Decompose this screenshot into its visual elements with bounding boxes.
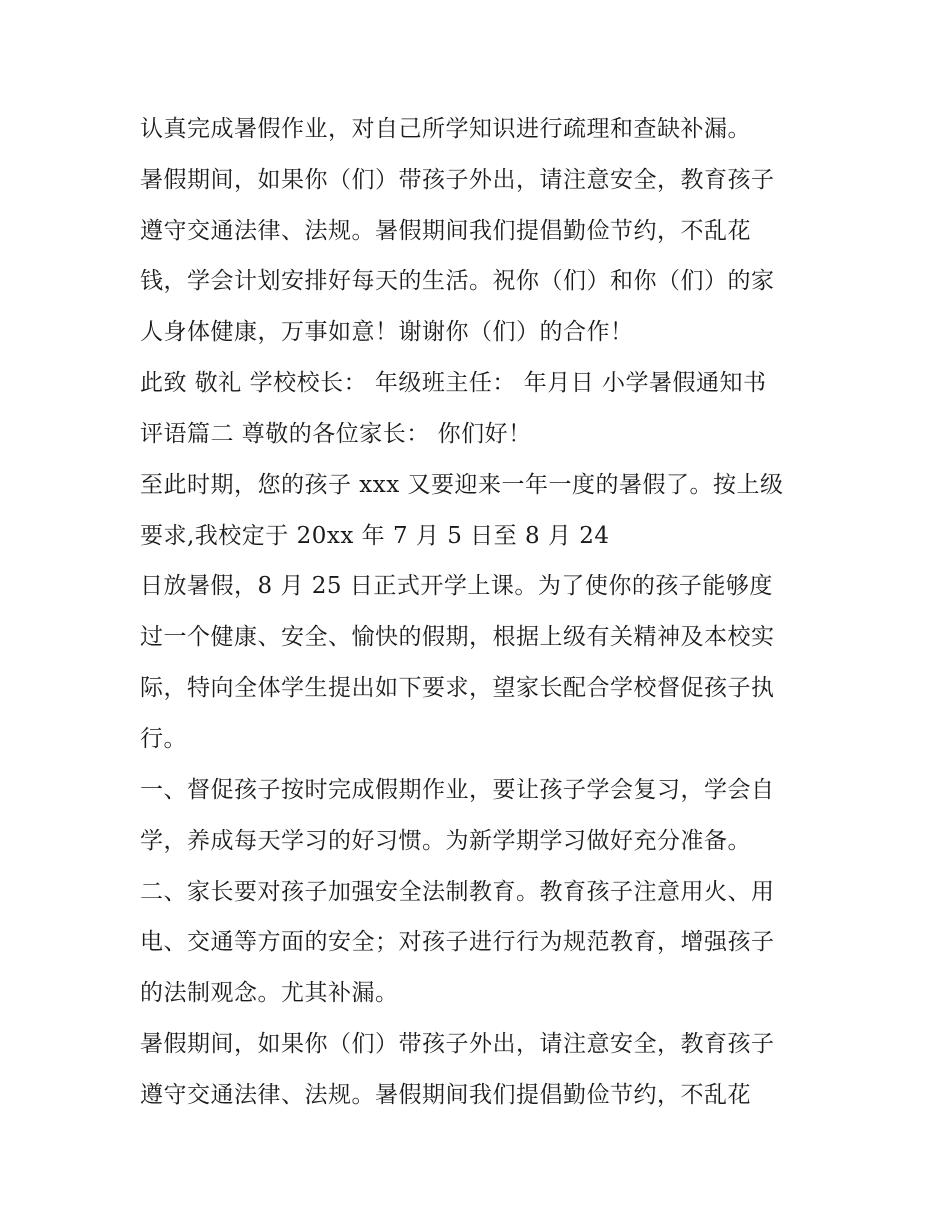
text-line: 此致 敬礼 学校校长： 年级班主任： 年月日 小学暑假通知书 (140, 370, 767, 396)
text-line: 暑假期间，如果你（们）带孩子外出，请注意安全，教育孩子 (140, 1031, 775, 1057)
text-line: 要求,我校定于 20xx 年 7 月 5 日至 8 月 24 (140, 523, 610, 549)
text-line: 二、家长要对孩子加强安全法制教育。教育孩子注意用火、用 (140, 879, 775, 905)
text-line: 至此时期，您的孩子 xxx 又要迎来一年一度的暑假了。按上级 (140, 472, 784, 498)
text-line: 钱，学会计划安排好每天的生活。祝你（们）和你（们）的家 (140, 268, 775, 294)
text-line: 过一个健康、安全、愉快的假期，根据上级有关精神及本校实 (140, 624, 775, 650)
text-line: 遵守交通法律、法规。暑假期间我们提倡勤俭节约，不乱花 (140, 1082, 751, 1108)
text-line: 暑假期间，如果你（们）带孩子外出，请注意安全，教育孩子 (140, 167, 775, 193)
text-line: 日放暑假，8 月 25 日正式开学上课。为了使你的孩子能够度 (140, 573, 773, 599)
text-line: 评语篇二 尊敬的各位家长： 你们好！ (140, 421, 532, 447)
text-line: 遵守交通法律、法规。暑假期间我们提倡勤俭节约，不乱花 (140, 218, 751, 244)
text-line: 行。 (140, 726, 187, 752)
text-line: 际，特向全体学生提出如下要求，望家长配合学校督促孩子执 (140, 675, 775, 701)
text-line: 电、交通等方面的安全；对孩子进行行为规范教育，增强孩子 (140, 929, 775, 955)
text-line: 人身体健康，万事如意！谢谢你（们）的合作！ (140, 319, 634, 345)
text-line: 学，养成每天学习的好习惯。为新学期学习做好充分准备。 (140, 828, 751, 854)
text-line: 一、督促孩子按时完成假期作业，要让孩子学会复习，学会自 (140, 777, 775, 803)
text-line: 的法制观念。尤其补漏。 (140, 980, 399, 1006)
text-line: 认真完成暑假作业，对自己所学知识进行疏理和查缺补漏。 (140, 116, 751, 142)
